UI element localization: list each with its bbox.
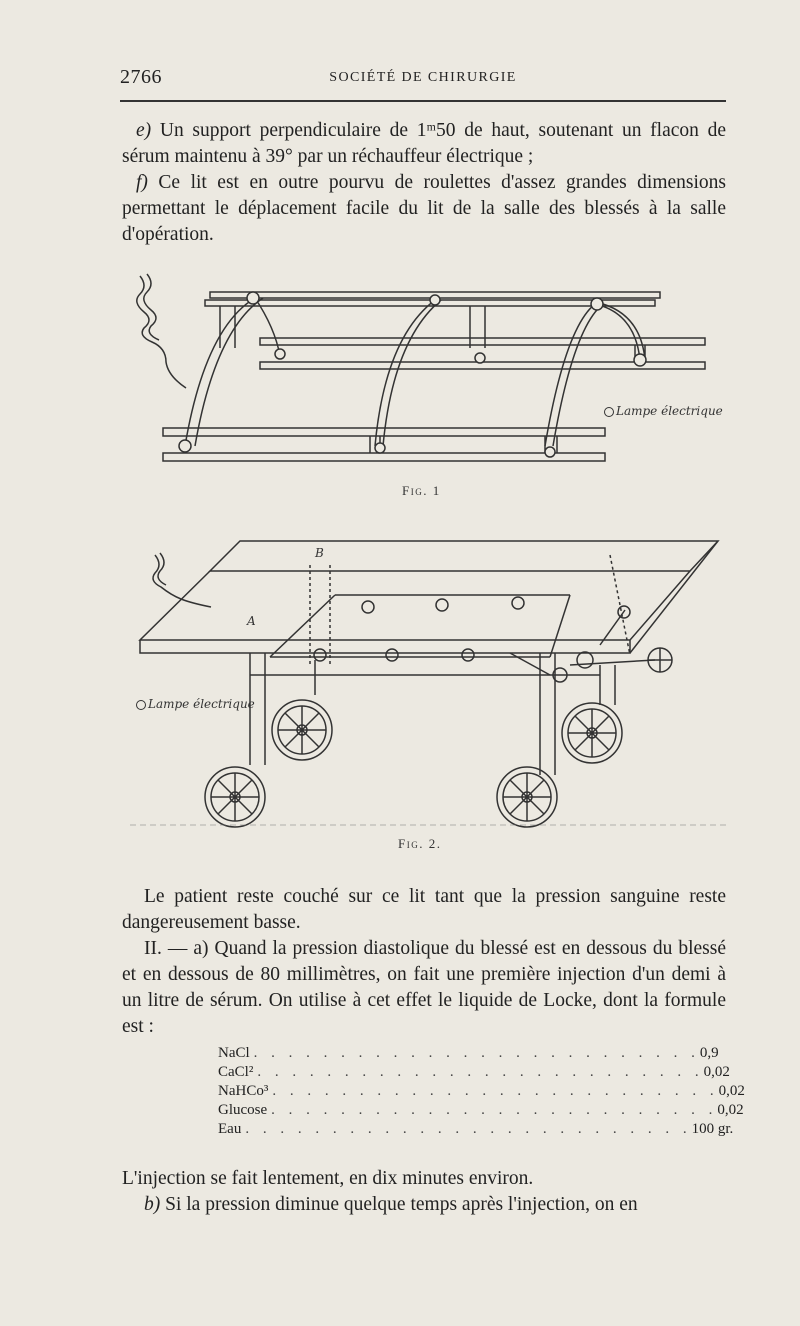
paragraph-ii bbox=[122, 936, 726, 1040]
lamp-icon bbox=[136, 700, 146, 710]
formula-row: CaCl² . . . . . . . . . . . . . . . . . . . . . . . . . . 0,02 bbox=[218, 1064, 730, 1080]
paragraph-patient: Le patient reste couché sur ce lit tant que la pression sanguine reste dangereusement basse. bbox=[122, 886, 726, 933]
figure-2-lamp-label bbox=[136, 697, 255, 711]
paragraph-ii-label: II. — a) bbox=[144, 938, 209, 959]
formula-row: NaHCo³ . . . . . . . . . . . . . . . . . . . . . . . . . . 0,02 bbox=[218, 1083, 745, 1099]
locke-formula-table bbox=[218, 1044, 745, 1139]
paragraph-b bbox=[122, 1192, 726, 1218]
figure-2-label-a: A bbox=[247, 614, 256, 628]
paragraph-f-text: Ce lit est en outre pourvu de roulettes d'assez grandes dimensions permettant le déplacement facile du lit de la salle des blessés à la salle d'opération. bbox=[122, 172, 727, 245]
paragraph-f-label: f) bbox=[136, 172, 148, 193]
page-number: 2766 bbox=[120, 66, 162, 88]
page-header bbox=[120, 62, 726, 102]
running-title: SOCIÉTÉ DE CHIRURGIE bbox=[329, 70, 517, 85]
paragraph-e-label: e) bbox=[136, 120, 152, 141]
formula-row: Glucose . . . . . . . . . . . . . . . . . . . . . . . . . . 0,02 bbox=[218, 1102, 744, 1118]
figure-1-lamp-text: Lampe électrique bbox=[616, 404, 723, 418]
paragraph-e-text: Un support perpendiculaire de 1ᵐ50 de haut, soutenant un flacon de sérum maintenu à 39° par un réchauffeur électrique ; bbox=[122, 120, 727, 167]
paragraph-b-label: b) bbox=[144, 1194, 161, 1215]
figure-2-caption: Fig. 2. bbox=[398, 836, 442, 851]
paragraph-ii-text: Quand la pression diastolique du blessé est en dessous du blessé et en dessous de 80 millimètres, on fait une première injection d'un demi à un litre de sérum. On utilise à cet effet le liquide de Locke, dont la formule est : bbox=[122, 938, 727, 1037]
formula-row: Eau . . . . . . . . . . . . . . . . . . . . . . . . . . 100 gr. bbox=[218, 1121, 734, 1137]
figure-2-drawing bbox=[130, 535, 730, 835]
figure-1-drawing bbox=[125, 268, 745, 478]
figure-2-lamp-text: Lampe électrique bbox=[148, 697, 255, 711]
figure-1-caption: Fig. 1 bbox=[402, 483, 441, 498]
paragraph-injection: L'injection se fait lentement, en dix minutes environ. bbox=[122, 1168, 534, 1189]
lamp-icon bbox=[604, 407, 614, 417]
paragraph-b-text: Si la pression diminue quelque temps après l'injection, on en bbox=[165, 1194, 638, 1215]
paragraph-f bbox=[122, 170, 726, 248]
figure-1-lamp-label bbox=[604, 404, 723, 418]
paragraph-e bbox=[122, 118, 726, 170]
figure-2-label-b: B bbox=[315, 546, 324, 560]
formula-row: NaCl . . . . . . . . . . . . . . . . . . . . . . . . . . 0,9 bbox=[218, 1045, 719, 1061]
